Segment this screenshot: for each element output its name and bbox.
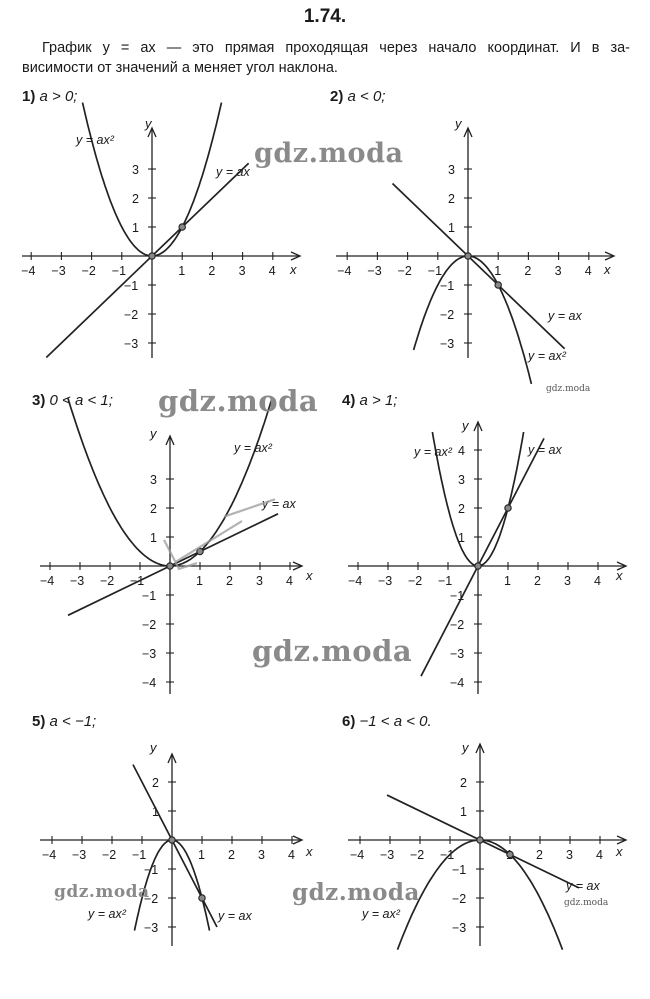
intro-line-1: График y = ax — это прямая проходящая через начало координат. И в за- (42, 40, 630, 56)
y-tick-label: 2 (152, 776, 159, 790)
parabola-label: y = ax² (414, 445, 452, 459)
x-tick-label: 4 (584, 264, 592, 278)
x-tick-label: −1 (111, 264, 127, 278)
y-tick-label: −1 (144, 863, 159, 877)
y-tick-label: 3 (458, 473, 465, 487)
x-tick-label: −2 (410, 848, 425, 862)
y-axis-label: y (462, 740, 469, 755)
case-condition: a < −1; (49, 713, 97, 730)
parabola-label: y = ax² (528, 349, 566, 363)
y-tick-label: −1 (440, 279, 455, 293)
x-tick-label: 3 (564, 574, 571, 588)
y-tick-label: 1 (460, 805, 467, 819)
case-condition: a < 0; (347, 88, 386, 105)
y-tick-label: 2 (458, 502, 465, 516)
x-tick-label: 2 (226, 574, 233, 588)
y-tick-label: 1 (152, 805, 159, 819)
x-tick-label: 3 (258, 848, 265, 862)
x-tick-label: −2 (408, 574, 423, 588)
intersection-point (199, 895, 205, 901)
y-tick-label: −1 (450, 589, 465, 603)
y-tick-label: −1 (124, 279, 139, 293)
y-tick-label: −3 (144, 921, 159, 935)
y-tick-label: −2 (452, 892, 467, 906)
x-tick-label: 2 (208, 264, 216, 278)
origin-point (465, 253, 471, 259)
x-tick-label: −3 (72, 848, 87, 862)
x-tick-label: 2 (228, 848, 235, 862)
x-tick-label: −2 (397, 264, 412, 278)
x-tick-label: −1 (132, 848, 147, 862)
x-tick-label: 3 (566, 848, 573, 862)
x-tick-label: −2 (81, 264, 96, 278)
y-tick-label: −2 (144, 892, 159, 906)
x-tick-label: 4 (288, 848, 295, 862)
x-tick-label: −3 (380, 848, 395, 862)
origin-point (477, 837, 483, 843)
y-tick-label: 2 (460, 776, 467, 790)
x-tick-label: −4 (21, 264, 36, 278)
y-tick-label: 2 (132, 192, 139, 206)
y-axis-label: y (462, 418, 469, 433)
y-tick-label: 4 (458, 444, 465, 458)
x-tick-label: 3 (554, 264, 562, 278)
y-tick-label: −3 (440, 337, 455, 351)
y-tick-label: 2 (448, 192, 455, 206)
y-axis-label: y (150, 426, 157, 441)
y-tick-label: 2 (150, 502, 157, 516)
case-number: 6) (342, 713, 356, 730)
case-number: 1) (22, 88, 36, 105)
x-axis-label: x (290, 262, 297, 277)
watermark-small: gdz.moda (564, 898, 609, 908)
x-tick-label: 3 (256, 574, 263, 588)
x-tick-label: −2 (100, 574, 115, 588)
parabola-label: y = ax² (88, 907, 126, 921)
x-tick-label: −3 (70, 574, 85, 588)
y-tick-label: −3 (124, 337, 139, 351)
line-curve (393, 184, 565, 349)
x-tick-label: 4 (286, 574, 293, 588)
watermark: gdz.moda (54, 882, 150, 902)
case-number: 2) (330, 88, 344, 105)
y-tick-label: −1 (142, 589, 157, 603)
x-tick-label: −3 (378, 574, 393, 588)
parabola-label: y = ax² (76, 133, 114, 147)
line-label: y = ax (548, 309, 582, 323)
x-tick-label: −2 (102, 848, 117, 862)
case-number: 4) (342, 392, 356, 409)
x-axis-label: x (616, 568, 623, 583)
y-tick-label: −3 (142, 647, 157, 661)
watermark: gdz.moda (252, 634, 413, 668)
y-tick-label: −3 (450, 647, 465, 661)
y-tick-label: 1 (448, 221, 455, 235)
case-condition: a > 0; (39, 88, 78, 105)
x-tick-label: 1 (196, 574, 203, 588)
y-axis-label: y (145, 116, 152, 131)
pencil-sketch (176, 521, 242, 562)
y-axis-label: y (150, 740, 157, 755)
y-tick-label: 3 (150, 473, 157, 487)
watermark-small: gdz.moda (546, 384, 591, 394)
x-tick-label: −1 (438, 574, 453, 588)
x-tick-label: 4 (596, 848, 603, 862)
y-tick-label: −1 (452, 863, 467, 877)
y-tick-label: −4 (142, 676, 157, 690)
x-tick-label: 1 (198, 848, 205, 862)
parabola-label: y = ax² (234, 441, 272, 455)
x-tick-label: 1 (178, 264, 186, 278)
x-tick-label: 1 (494, 264, 502, 278)
x-axis-label: x (306, 844, 313, 859)
x-tick-label: 2 (524, 264, 532, 278)
x-tick-label: 3 (238, 264, 246, 278)
x-tick-label: −1 (440, 848, 455, 862)
line-label: y = ax (216, 165, 250, 179)
y-tick-label: −3 (452, 921, 467, 935)
case-number: 3) (32, 392, 46, 409)
y-tick-label: 1 (458, 531, 465, 545)
origin-point (149, 253, 155, 259)
x-tick-label: 4 (594, 574, 601, 588)
case-condition: a > 1; (359, 392, 398, 409)
watermark: gdz.moda (158, 384, 319, 418)
watermark: gdz.moda (254, 138, 404, 169)
y-tick-label: 3 (448, 163, 455, 177)
x-tick-label: −4 (42, 848, 57, 862)
y-tick-label: −2 (450, 618, 465, 632)
x-tick-label: −3 (367, 264, 382, 278)
intersection-point (495, 282, 501, 288)
case-condition: 0 < a < 1; (49, 392, 113, 409)
origin-point (167, 563, 173, 569)
y-tick-label: −4 (450, 676, 465, 690)
case-number: 5) (32, 713, 46, 730)
line-label: y = ax (218, 909, 252, 923)
y-tick-label: −2 (440, 308, 455, 322)
line-label: y = ax (528, 443, 562, 457)
origin-point (169, 837, 175, 843)
x-tick-label: −4 (350, 848, 365, 862)
problem-number: 1.74. (303, 6, 347, 27)
intersection-point (507, 851, 513, 857)
intersection-point (505, 505, 511, 511)
line-curve (46, 163, 248, 357)
x-tick-label: 2 (536, 848, 543, 862)
line-label: y = ax (566, 879, 600, 893)
x-tick-label: −1 (130, 574, 145, 588)
x-tick-label: 2 (534, 574, 541, 588)
x-tick-label: −4 (40, 574, 55, 588)
x-axis-label: x (604, 262, 611, 277)
x-axis-label: x (616, 844, 623, 859)
x-tick-label: −3 (51, 264, 66, 278)
case-condition: −1 < a < 0. (359, 713, 432, 730)
line-label: y = ax (262, 497, 296, 511)
x-tick-label: −4 (337, 264, 352, 278)
y-tick-label: −2 (142, 618, 157, 632)
watermark: gdz.moda (292, 879, 420, 906)
parabola-label: y = ax² (362, 907, 400, 921)
origin-point (475, 563, 481, 569)
graph-panel-5 (40, 740, 313, 946)
x-tick-label: 4 (268, 264, 276, 278)
x-tick-label: 1 (504, 574, 511, 588)
y-tick-label: −2 (124, 308, 139, 322)
x-tick-label: −1 (427, 264, 443, 278)
graph-panel-6 (348, 740, 626, 950)
intersection-point (179, 224, 185, 230)
y-tick-label: 3 (132, 163, 139, 177)
y-tick-label: 1 (150, 531, 157, 545)
y-axis-label: y (455, 116, 462, 131)
y-tick-label: 1 (132, 221, 139, 235)
x-tick-label: −4 (348, 574, 363, 588)
x-axis-label: x (306, 568, 313, 583)
intro-line-2: висимости от значений a меняет угол наклона. (22, 60, 338, 76)
